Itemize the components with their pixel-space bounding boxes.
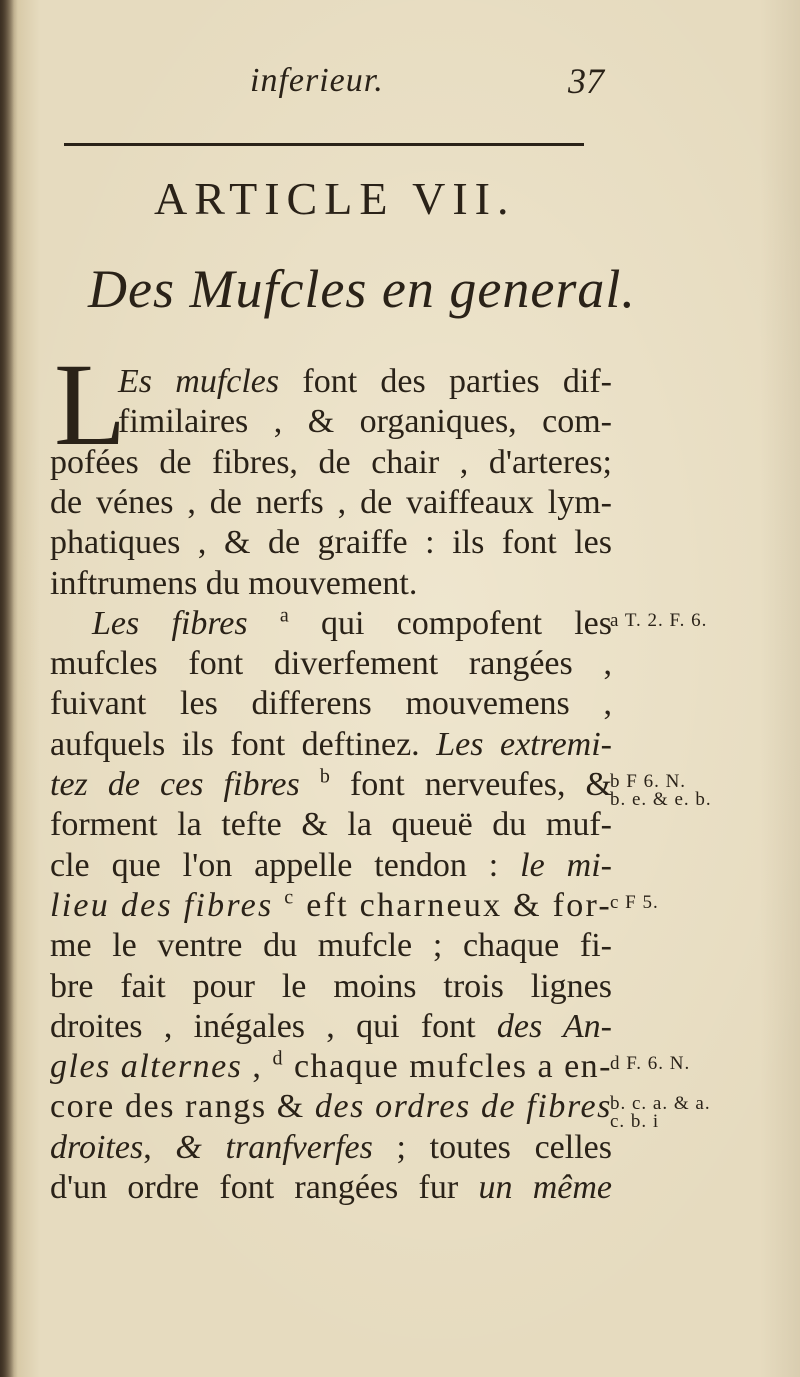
italic-segment: un même bbox=[478, 1169, 612, 1206]
text-segment: eft charneux & for- bbox=[295, 886, 613, 924]
text-line bbox=[50, 1168, 612, 1208]
text-segment: droites , inégales , qui font bbox=[50, 1007, 497, 1045]
italic-segment: Les extremi- bbox=[436, 725, 612, 763]
text-segment: , bbox=[143, 1128, 176, 1166]
italic-segment: lieu des fibres bbox=[50, 886, 274, 924]
text-line bbox=[50, 684, 612, 724]
margin-note: b F 6. N. bbox=[610, 771, 687, 792]
footnote-marker: d bbox=[272, 1047, 284, 1070]
text-segment: me le ventre du mufcle ; chaque fi- bbox=[50, 927, 612, 965]
text-line bbox=[50, 1087, 612, 1127]
text-line bbox=[50, 1007, 612, 1047]
text-segment: pofées de fibres, de chair , d'arteres; bbox=[50, 443, 612, 481]
margin-note: a T. 2. F. 6. bbox=[610, 609, 708, 631]
margin-note: c. b. i bbox=[610, 1111, 660, 1133]
text-segment: , bbox=[242, 1048, 273, 1086]
text-line bbox=[50, 765, 612, 805]
page-number: 37 bbox=[568, 61, 604, 101]
text-line bbox=[50, 483, 612, 523]
text-segment: core des rangs & bbox=[50, 1088, 315, 1126]
italic-segment: gles alternes bbox=[50, 1048, 243, 1086]
italic-segment: des An- bbox=[496, 1007, 612, 1045]
text-segment: fimilaires , & organiques, com- bbox=[118, 403, 612, 441]
article-heading: ARTICLE VII. bbox=[154, 173, 516, 224]
text-segment: de vénes , de nerfs , de vaiffeaux lym- bbox=[50, 483, 612, 521]
text-segment: phatiques , & de graiffe : ils font les bbox=[50, 524, 612, 562]
text-line bbox=[50, 564, 417, 604]
italic-segment: & tranfverfes bbox=[175, 1128, 373, 1166]
section-title: Des Mufcles en general. bbox=[88, 259, 636, 319]
text-line bbox=[50, 886, 612, 926]
text-line bbox=[50, 805, 612, 845]
text-segment: d'un ordre font rangées fur bbox=[50, 1169, 479, 1206]
text-segment: forment la tefte & la queuë du muf- bbox=[50, 806, 612, 844]
margin-note: b. c. a. & a. bbox=[610, 1093, 711, 1115]
margin-note: c F 5. bbox=[610, 891, 659, 913]
text-line bbox=[92, 604, 612, 644]
margin-note: d F. 6. N. bbox=[610, 1053, 691, 1075]
text-segment: fuivant les differens mouvemens , bbox=[50, 685, 612, 723]
text-line bbox=[50, 725, 612, 765]
text-line bbox=[118, 402, 612, 442]
italic-segment: tez de ces fibres bbox=[50, 766, 300, 803]
text-segment: qui compofent les bbox=[288, 604, 612, 642]
margin-note: b. e. & e. b. bbox=[610, 789, 712, 810]
italic-segment: droites bbox=[50, 1128, 144, 1166]
text-segment: ; toutes celles bbox=[372, 1128, 612, 1166]
header-rule bbox=[64, 143, 584, 146]
italic-segment: Les fibres bbox=[92, 604, 248, 642]
text-line bbox=[50, 1128, 612, 1168]
text-line bbox=[50, 1047, 612, 1087]
text-segment: font des parties dif- bbox=[279, 363, 612, 400]
text-segment: inftrumens du mouvement. bbox=[50, 564, 418, 602]
italic-segment: des ordres de fibres bbox=[314, 1088, 613, 1126]
text-line bbox=[50, 926, 612, 966]
text-line bbox=[118, 362, 612, 402]
text-line bbox=[50, 644, 612, 684]
italic-segment: le mi- bbox=[520, 846, 612, 884]
text-segment: aufquels ils font deftinez. bbox=[50, 725, 437, 763]
text-line bbox=[50, 443, 612, 483]
text-segment: mufcles font diverfement rangées , bbox=[50, 645, 612, 683]
text-segment: bre fait pour le moins trois lignes bbox=[50, 967, 612, 1005]
text-line bbox=[50, 846, 612, 886]
text-line bbox=[50, 523, 612, 563]
footnote-marker: b bbox=[319, 765, 330, 788]
footnote-marker: c bbox=[284, 886, 296, 909]
text-line bbox=[50, 967, 612, 1007]
running-head: inferieur. bbox=[250, 62, 384, 99]
text-segment: chaque mufcles a en- bbox=[283, 1048, 613, 1086]
text-segment: font nerveufes, & bbox=[329, 766, 612, 803]
italic-segment: Es mufcles bbox=[118, 363, 280, 400]
page-gutter-shadow bbox=[0, 0, 14, 1377]
text-segment: cle que l'on appelle tendon : bbox=[50, 846, 521, 884]
footnote-marker: a bbox=[279, 604, 289, 627]
drop-cap: L bbox=[54, 339, 127, 470]
